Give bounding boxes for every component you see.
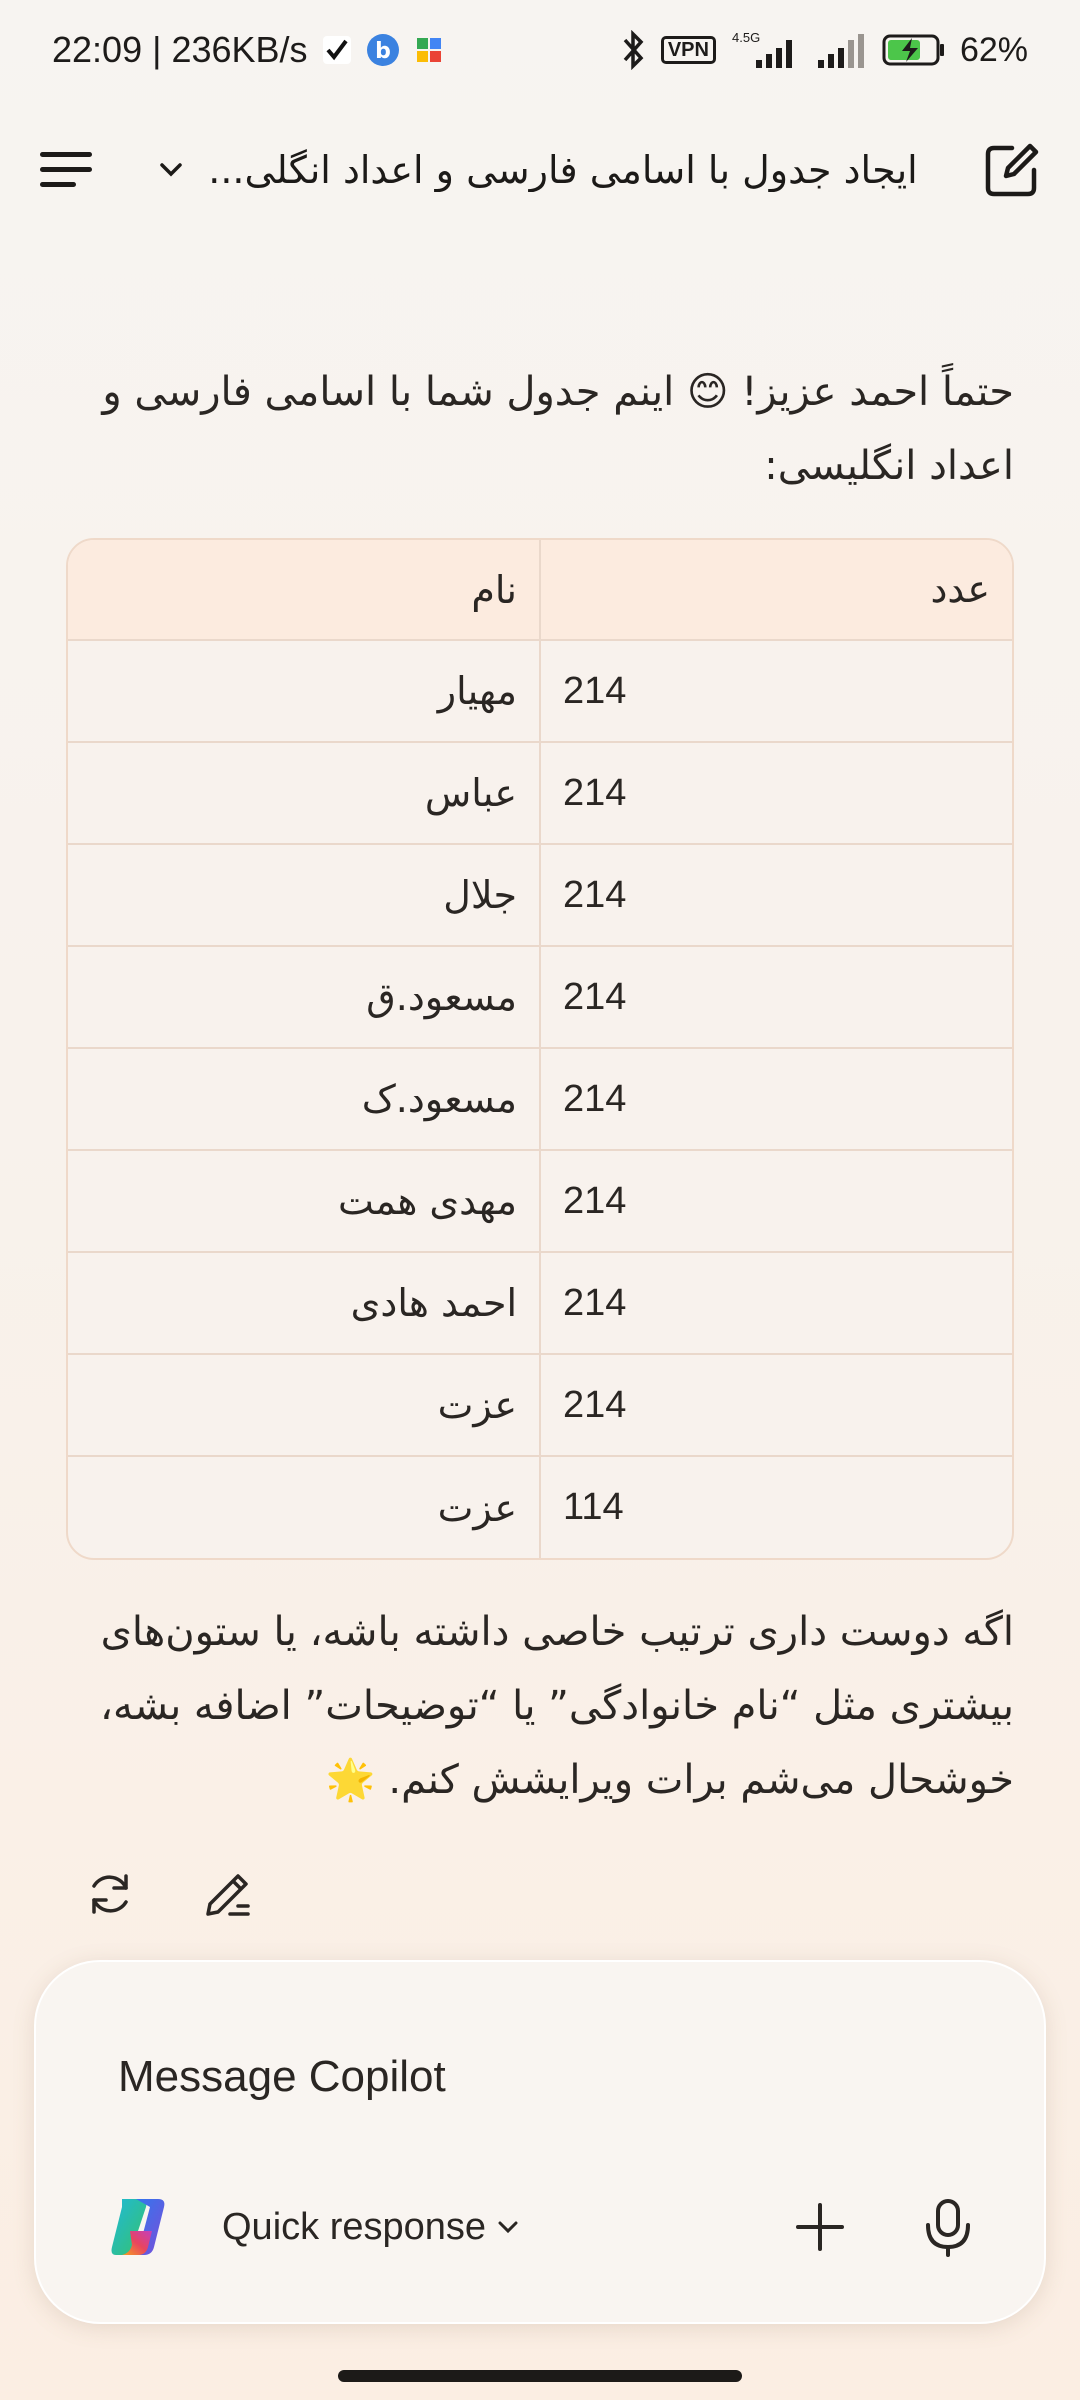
signal-icon <box>814 30 868 70</box>
message-composer <box>36 1962 1044 2322</box>
conversation-title-dropdown[interactable] <box>96 148 980 192</box>
message-input[interactable]: Message Copilot <box>118 2052 446 2101</box>
signal-4g-icon <box>730 30 800 70</box>
table-cell-name: عزت <box>68 1456 540 1558</box>
column-header-number: عدد <box>540 540 1012 640</box>
table-row <box>68 640 1012 742</box>
table-row <box>68 844 1012 946</box>
table-row <box>68 742 1012 844</box>
refresh-icon <box>82 1866 138 1922</box>
table-row <box>68 1150 1012 1252</box>
table-row <box>68 1354 1012 1456</box>
chevron-down-icon <box>496 2219 520 2235</box>
microphone-icon <box>922 2197 974 2257</box>
table-cell-number: 114 <box>563 1486 624 1528</box>
table-cell-number: 214 <box>540 1252 1012 1354</box>
response-mode-dropdown[interactable] <box>222 2206 520 2249</box>
table-row <box>68 946 1012 1048</box>
assistant-intro-text: حتماً احمد عزیز! 😊 اینم جدول شما با اسامی فارسی و اعداد انگلیسی: <box>102 369 1014 489</box>
table-header-row <box>68 540 1012 640</box>
app-header <box>0 120 1080 220</box>
table-row <box>68 1252 1012 1354</box>
names-table <box>66 538 1014 1560</box>
battery-percent: 62% <box>959 30 1028 69</box>
puzzle-notification-icon <box>414 35 444 65</box>
response-mode-label: Quick response <box>222 2205 487 2248</box>
table-cell-name: مسعود.ق <box>68 946 540 1048</box>
table-cell-number: 214 <box>540 946 1012 1048</box>
table-cell-name: احمد هادی <box>68 1252 540 1354</box>
svg-text:4.5G: 4.5G <box>731 30 761 45</box>
add-attachment-button[interactable] <box>784 2191 856 2263</box>
hamburger-menu-icon <box>38 148 94 192</box>
svg-text:b: b <box>374 39 391 64</box>
table-cell-name: عزت <box>68 1354 540 1456</box>
edit-square-icon <box>982 140 1042 200</box>
voice-input-button[interactable] <box>912 2191 984 2263</box>
table-row <box>68 1048 1012 1150</box>
table-cell-number: 214 <box>540 1048 1012 1150</box>
status-right <box>621 30 1028 70</box>
column-header-name: نام <box>68 540 540 640</box>
table-cell-number: 214 <box>540 1150 1012 1252</box>
status-bar <box>0 0 1080 100</box>
table-cell-number: 214 <box>540 1354 1012 1456</box>
table-cell-number: 214 <box>540 640 1012 742</box>
app-b-notification-icon <box>366 33 400 67</box>
message-actions <box>78 1862 260 1926</box>
conversation-title: ایجاد جدول با اسامی فارسی و اعداد انگلی... <box>208 148 918 192</box>
table-cell-name: مهیار <box>68 640 540 742</box>
table-cell-name: مهدی همت <box>68 1150 540 1252</box>
table-cell-name: مسعود.ک <box>68 1048 540 1150</box>
new-chat-button[interactable] <box>980 138 1044 202</box>
assistant-closing-text: اگه دوست داری ترتیب خاصی داشته باشه، یا ستون‌های بیشتری مثل “نام خانوادگی” یا “توضیحات” اضافه بشه، خوشحال می‌شم برات ویرایشش کنم. 🌟 <box>100 1609 1014 1803</box>
bluetooth-icon <box>621 30 647 70</box>
chevron-down-icon <box>158 161 184 179</box>
home-indicator[interactable] <box>338 2370 742 2382</box>
composer-toolbar <box>102 2182 984 2272</box>
copilot-logo-icon <box>102 2191 174 2263</box>
table-cell-number: 214 <box>540 742 1012 844</box>
table-cell-name: جلال <box>68 844 540 946</box>
edit-button[interactable] <box>196 1862 260 1926</box>
plus-icon <box>794 2201 846 2253</box>
menu-button[interactable] <box>36 140 96 200</box>
vpn-badge: VPN <box>661 36 716 64</box>
table-row <box>68 1456 1012 1558</box>
status-left <box>52 29 444 71</box>
table-cell-number: 214 <box>540 844 1012 946</box>
table-cell-name: عباس <box>68 742 540 844</box>
check-notification-icon <box>322 35 352 65</box>
battery-charging-icon <box>882 33 946 67</box>
status-time-speed: 22:09 | 236KB/s <box>52 29 308 70</box>
pencil-icon <box>200 1866 256 1922</box>
regenerate-button[interactable] <box>78 1862 142 1926</box>
